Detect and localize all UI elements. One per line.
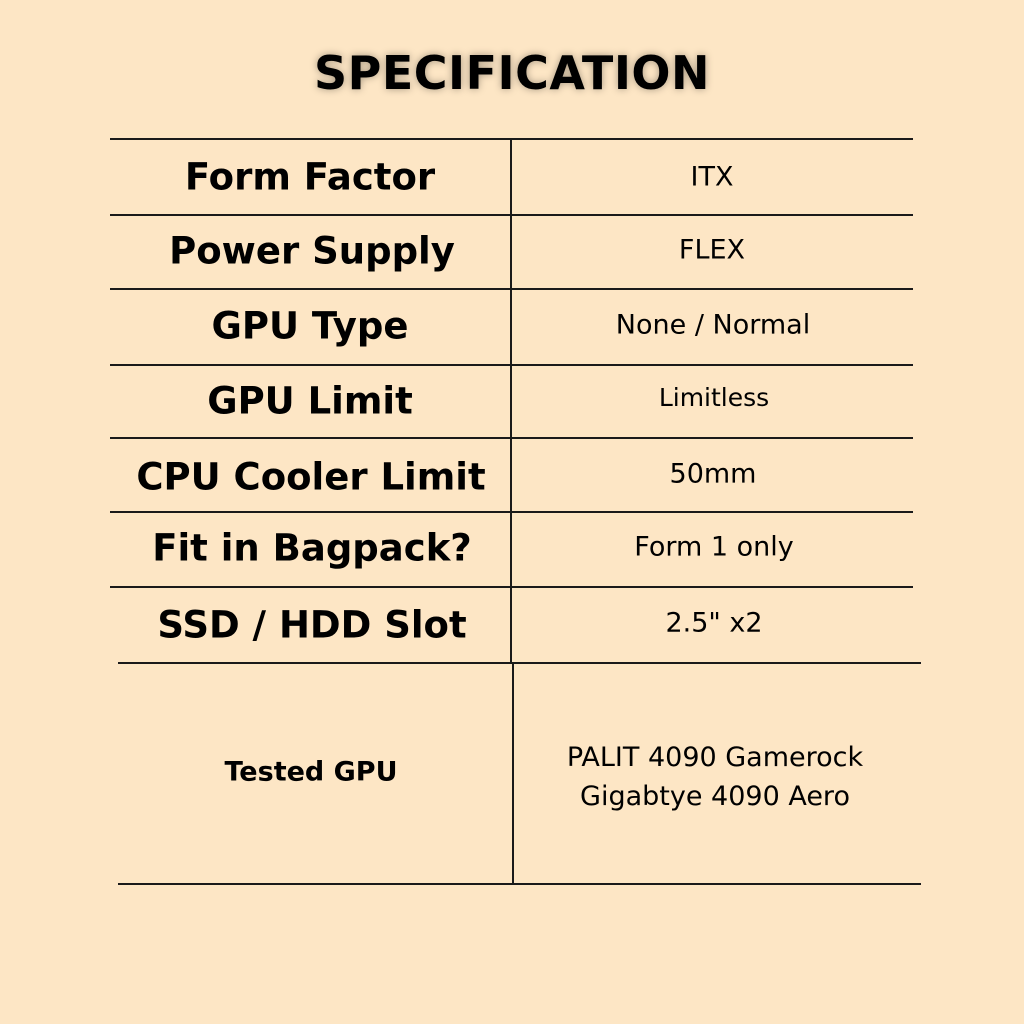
column-divider [510, 139, 512, 664]
spec-label-fit-in-bagpack: Fit in Bagpack? [152, 526, 472, 570]
column-divider [512, 663, 514, 885]
spec-label-form-factor: Form Factor [184, 155, 436, 199]
table-rule [118, 662, 921, 664]
spec-label-gpu-type: GPU Type [211, 304, 409, 348]
spec-label-gpu-limit: GPU Limit [207, 379, 413, 423]
table-rule-bottom [118, 883, 921, 885]
spec-value-ssd-hdd-slot: 2.5" x2 [665, 607, 763, 639]
spec-value-tested-gpu [567, 738, 863, 816]
page-title: SPECIFICATION [313, 46, 711, 100]
spec-value-gpu-type: None / Normal [615, 309, 811, 341]
spec-label-tested-gpu: Tested GPU [224, 756, 398, 788]
spec-value-form-factor: ITX [690, 161, 734, 193]
spec-value-cpu-cooler-limit: 50mm [669, 458, 757, 490]
spec-label-ssd-hdd-slot: SSD / HDD Slot [157, 603, 467, 647]
spec-value-gpu-limit: Limitless [658, 382, 770, 412]
spec-label-power-supply: Power Supply [169, 229, 455, 273]
tested-gpu-line: Gigabtye 4090 Aero [580, 781, 850, 812]
spec-label-cpu-cooler-limit: CPU Cooler Limit [136, 455, 486, 499]
tested-gpu-line: PALIT 4090 Gamerock [566, 741, 864, 773]
spec-value-fit-in-bagpack: Form 1 only [634, 531, 794, 563]
spec-value-power-supply: FLEX [678, 234, 746, 266]
